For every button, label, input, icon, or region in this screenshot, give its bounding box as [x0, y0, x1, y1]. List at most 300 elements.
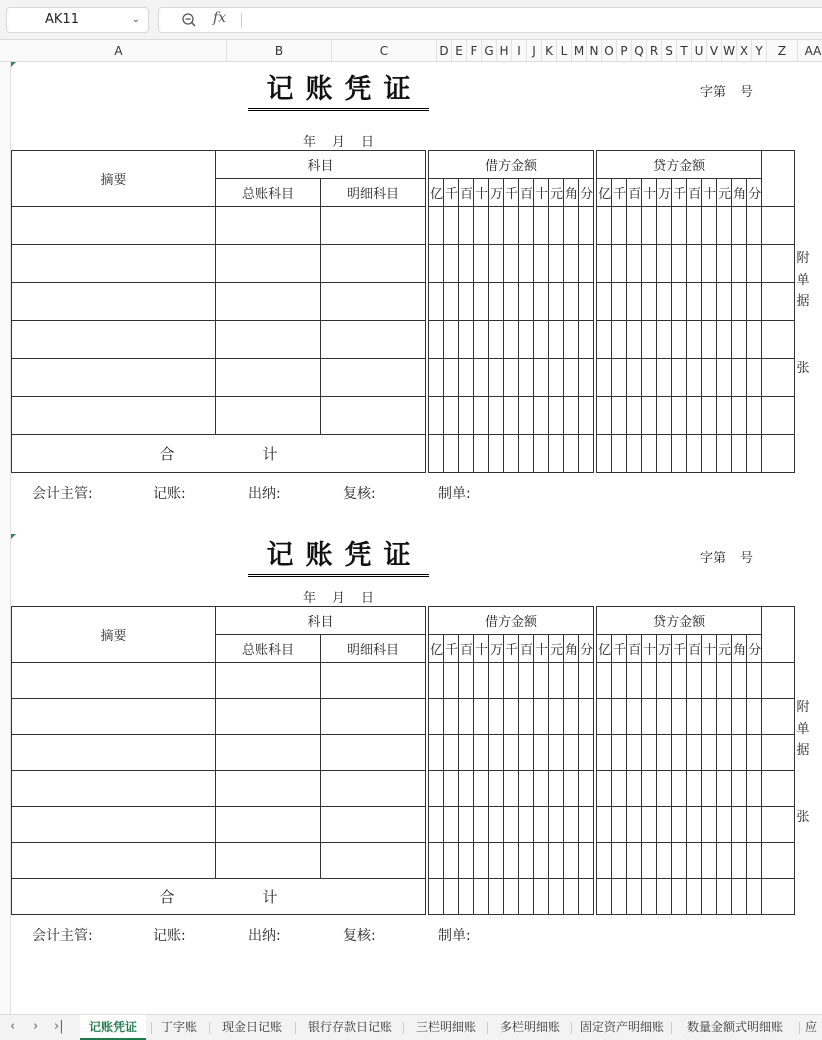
amount-digit-cell[interactable] — [687, 207, 702, 245]
amount-digit-cell[interactable] — [504, 207, 519, 245]
ledger-cell[interactable] — [216, 321, 321, 359]
amount-digit-cell[interactable] — [642, 397, 657, 435]
total-digit-cell[interactable] — [657, 879, 672, 915]
total-digit-cell[interactable] — [519, 879, 534, 915]
total-digit-cell[interactable] — [702, 879, 717, 915]
amount-digit-cell[interactable] — [564, 771, 579, 807]
amount-digit-cell[interactable] — [597, 283, 612, 321]
column-header-e[interactable]: E — [452, 40, 467, 62]
amount-digit-cell[interactable] — [564, 843, 579, 879]
amount-digit-cell[interactable] — [732, 245, 747, 283]
amount-digit-cell[interactable] — [489, 245, 504, 283]
amount-digit-cell[interactable] — [657, 359, 672, 397]
total-digit-cell[interactable] — [549, 435, 564, 473]
amount-digit-cell[interactable] — [672, 283, 687, 321]
amount-digit-cell[interactable] — [444, 663, 459, 699]
summary-cell[interactable] — [12, 359, 216, 397]
amount-digit-cell[interactable] — [747, 663, 762, 699]
total-digit-cell[interactable] — [519, 435, 534, 473]
amount-digit-cell[interactable] — [657, 699, 672, 735]
total-digit-cell[interactable] — [612, 879, 627, 915]
amount-digit-cell[interactable] — [612, 397, 627, 435]
amount-digit-cell[interactable] — [549, 699, 564, 735]
amount-digit-cell[interactable] — [459, 807, 474, 843]
sheet-tab[interactable]: 固定资产明细账 — [579, 1020, 664, 1034]
amount-digit-cell[interactable] — [459, 699, 474, 735]
total-digit-cell[interactable] — [459, 435, 474, 473]
amount-digit-cell[interactable] — [747, 321, 762, 359]
total-digit-cell[interactable] — [672, 435, 687, 473]
sheet-tab[interactable]: 应 — [804, 1020, 817, 1034]
amount-digit-cell[interactable] — [489, 699, 504, 735]
amount-digit-cell[interactable] — [549, 207, 564, 245]
amount-digit-cell[interactable] — [597, 663, 612, 699]
sheet-tab[interactable]: 记账凭证 — [80, 1015, 146, 1040]
total-digit-cell[interactable] — [579, 435, 594, 473]
summary-cell[interactable] — [12, 283, 216, 321]
column-header-j[interactable]: J — [527, 40, 542, 62]
total-digit-cell[interactable] — [642, 435, 657, 473]
amount-digit-cell[interactable] — [489, 843, 504, 879]
amount-digit-cell[interactable] — [459, 663, 474, 699]
amount-digit-cell[interactable] — [429, 321, 444, 359]
amount-digit-cell[interactable] — [717, 397, 732, 435]
amount-digit-cell[interactable] — [642, 663, 657, 699]
amount-digit-cell[interactable] — [489, 663, 504, 699]
name-box[interactable] — [6, 7, 149, 33]
amount-digit-cell[interactable] — [504, 699, 519, 735]
sheet-tab[interactable]: 银行存款日记账 — [307, 1020, 392, 1034]
extra-cell[interactable] — [762, 283, 795, 321]
amount-digit-cell[interactable] — [627, 321, 642, 359]
amount-digit-cell[interactable] — [672, 397, 687, 435]
amount-digit-cell[interactable] — [642, 699, 657, 735]
total-digit-cell[interactable] — [747, 435, 762, 473]
amount-digit-cell[interactable] — [549, 807, 564, 843]
column-header-t[interactable]: T — [677, 40, 692, 62]
detail-cell[interactable] — [321, 663, 426, 699]
amount-digit-cell[interactable] — [747, 807, 762, 843]
extra-cell[interactable] — [762, 321, 795, 359]
summary-cell[interactable] — [12, 245, 216, 283]
amount-digit-cell[interactable] — [459, 321, 474, 359]
amount-digit-cell[interactable] — [504, 283, 519, 321]
amount-digit-cell[interactable] — [429, 283, 444, 321]
ledger-cell[interactable] — [216, 207, 321, 245]
amount-digit-cell[interactable] — [519, 397, 534, 435]
amount-digit-cell[interactable] — [672, 359, 687, 397]
amount-digit-cell[interactable] — [519, 699, 534, 735]
column-header-q[interactable]: Q — [632, 40, 647, 62]
extra-cell[interactable] — [762, 735, 795, 771]
total-digit-cell[interactable] — [717, 879, 732, 915]
detail-cell[interactable] — [321, 807, 426, 843]
amount-digit-cell[interactable] — [564, 359, 579, 397]
amount-digit-cell[interactable] — [564, 663, 579, 699]
amount-digit-cell[interactable] — [429, 699, 444, 735]
amount-digit-cell[interactable] — [444, 771, 459, 807]
amount-digit-cell[interactable] — [597, 397, 612, 435]
amount-digit-cell[interactable] — [429, 245, 444, 283]
amount-digit-cell[interactable] — [474, 283, 489, 321]
sheet-tab[interactable]: 丁字账 — [160, 1020, 197, 1034]
total-digit-cell[interactable] — [549, 879, 564, 915]
first-sheet-icon[interactable]: ‹ — [10, 1019, 16, 1034]
amount-digit-cell[interactable] — [534, 735, 549, 771]
total-digit-cell[interactable] — [627, 435, 642, 473]
amount-digit-cell[interactable] — [732, 397, 747, 435]
amount-digit-cell[interactable] — [444, 207, 459, 245]
total-digit-cell[interactable] — [687, 435, 702, 473]
total-digit-cell[interactable] — [504, 879, 519, 915]
amount-digit-cell[interactable] — [672, 245, 687, 283]
total-digit-cell[interactable] — [474, 435, 489, 473]
sheet-tab[interactable]: 多栏明细账 — [499, 1020, 560, 1034]
total-digit-cell[interactable] — [429, 879, 444, 915]
ledger-cell[interactable] — [216, 807, 321, 843]
column-header-a[interactable]: A — [11, 40, 227, 62]
amount-digit-cell[interactable] — [504, 321, 519, 359]
extra-cell[interactable] — [762, 207, 795, 245]
total-digit-cell[interactable] — [627, 879, 642, 915]
amount-digit-cell[interactable] — [627, 807, 642, 843]
amount-digit-cell[interactable] — [702, 663, 717, 699]
amount-digit-cell[interactable] — [702, 207, 717, 245]
amount-digit-cell[interactable] — [549, 771, 564, 807]
amount-digit-cell[interactable] — [519, 807, 534, 843]
amount-digit-cell[interactable] — [747, 207, 762, 245]
column-header-z[interactable]: Z — [767, 40, 798, 62]
amount-digit-cell[interactable] — [732, 283, 747, 321]
ledger-cell[interactable] — [216, 283, 321, 321]
amount-digit-cell[interactable] — [732, 699, 747, 735]
amount-digit-cell[interactable] — [534, 207, 549, 245]
total-digit-cell[interactable] — [564, 435, 579, 473]
amount-digit-cell[interactable] — [489, 359, 504, 397]
column-header-y[interactable]: Y — [752, 40, 767, 62]
amount-digit-cell[interactable] — [474, 663, 489, 699]
amount-digit-cell[interactable] — [627, 359, 642, 397]
amount-digit-cell[interactable] — [564, 699, 579, 735]
total-digit-cell[interactable] — [474, 879, 489, 915]
amount-digit-cell[interactable] — [549, 321, 564, 359]
amount-digit-cell[interactable] — [657, 245, 672, 283]
amount-digit-cell[interactable] — [579, 771, 594, 807]
amount-digit-cell[interactable] — [564, 397, 579, 435]
amount-digit-cell[interactable] — [474, 359, 489, 397]
extra-cell[interactable] — [762, 397, 795, 435]
column-header-f[interactable]: F — [467, 40, 482, 62]
summary-cell[interactable] — [12, 663, 216, 699]
amount-digit-cell[interactable] — [549, 245, 564, 283]
summary-cell[interactable] — [12, 771, 216, 807]
amount-digit-cell[interactable] — [579, 699, 594, 735]
amount-digit-cell[interactable] — [444, 397, 459, 435]
amount-digit-cell[interactable] — [732, 735, 747, 771]
amount-digit-cell[interactable] — [579, 735, 594, 771]
column-header-h[interactable]: H — [497, 40, 512, 62]
amount-digit-cell[interactable] — [687, 699, 702, 735]
amount-digit-cell[interactable] — [747, 397, 762, 435]
total-digit-cell[interactable] — [672, 879, 687, 915]
amount-digit-cell[interactable] — [627, 771, 642, 807]
amount-digit-cell[interactable] — [687, 283, 702, 321]
amount-digit-cell[interactable] — [672, 843, 687, 879]
amount-digit-cell[interactable] — [627, 207, 642, 245]
amount-digit-cell[interactable] — [549, 843, 564, 879]
amount-digit-cell[interactable] — [627, 663, 642, 699]
amount-digit-cell[interactable] — [444, 735, 459, 771]
amount-digit-cell[interactable] — [459, 245, 474, 283]
amount-digit-cell[interactable] — [474, 207, 489, 245]
amount-digit-cell[interactable] — [444, 245, 459, 283]
amount-digit-cell[interactable] — [717, 663, 732, 699]
amount-digit-cell[interactable] — [459, 397, 474, 435]
amount-digit-cell[interactable] — [747, 359, 762, 397]
amount-digit-cell[interactable] — [657, 663, 672, 699]
amount-digit-cell[interactable] — [474, 245, 489, 283]
extra-cell[interactable] — [762, 771, 795, 807]
amount-digit-cell[interactable] — [642, 359, 657, 397]
total-digit-cell[interactable] — [489, 879, 504, 915]
amount-digit-cell[interactable] — [519, 321, 534, 359]
total-digit-cell[interactable] — [444, 435, 459, 473]
total-digit-cell[interactable] — [534, 879, 549, 915]
amount-digit-cell[interactable] — [672, 207, 687, 245]
amount-digit-cell[interactable] — [687, 245, 702, 283]
total-digit-cell[interactable] — [657, 435, 672, 473]
amount-digit-cell[interactable] — [612, 735, 627, 771]
amount-digit-cell[interactable] — [642, 771, 657, 807]
amount-digit-cell[interactable] — [579, 843, 594, 879]
amount-digit-cell[interactable] — [504, 807, 519, 843]
amount-digit-cell[interactable] — [612, 843, 627, 879]
column-header-g[interactable]: G — [482, 40, 497, 62]
ledger-cell[interactable] — [216, 359, 321, 397]
amount-digit-cell[interactable] — [717, 245, 732, 283]
amount-digit-cell[interactable] — [597, 699, 612, 735]
amount-digit-cell[interactable] — [459, 283, 474, 321]
amount-digit-cell[interactable] — [579, 207, 594, 245]
amount-digit-cell[interactable] — [747, 771, 762, 807]
amount-digit-cell[interactable] — [612, 245, 627, 283]
total-digit-cell[interactable] — [747, 879, 762, 915]
amount-digit-cell[interactable] — [597, 843, 612, 879]
extra-cell[interactable] — [762, 843, 795, 879]
total-digit-cell[interactable] — [717, 435, 732, 473]
ledger-cell[interactable] — [216, 245, 321, 283]
amount-digit-cell[interactable] — [732, 207, 747, 245]
amount-digit-cell[interactable] — [642, 321, 657, 359]
amount-digit-cell[interactable] — [489, 207, 504, 245]
amount-digit-cell[interactable] — [717, 843, 732, 879]
amount-digit-cell[interactable] — [747, 735, 762, 771]
extra-cell[interactable] — [762, 879, 795, 915]
amount-digit-cell[interactable] — [549, 397, 564, 435]
amount-digit-cell[interactable] — [657, 283, 672, 321]
summary-cell[interactable] — [12, 699, 216, 735]
amount-digit-cell[interactable] — [534, 359, 549, 397]
detail-cell[interactable] — [321, 207, 426, 245]
amount-digit-cell[interactable] — [702, 283, 717, 321]
detail-cell[interactable] — [321, 359, 426, 397]
amount-digit-cell[interactable] — [642, 735, 657, 771]
amount-digit-cell[interactable] — [702, 245, 717, 283]
ledger-cell[interactable] — [216, 735, 321, 771]
amount-digit-cell[interactable] — [672, 321, 687, 359]
amount-digit-cell[interactable] — [519, 245, 534, 283]
amount-digit-cell[interactable] — [597, 735, 612, 771]
detail-cell[interactable] — [321, 283, 426, 321]
amount-digit-cell[interactable] — [612, 359, 627, 397]
detail-cell[interactable] — [321, 843, 426, 879]
extra-cell[interactable] — [762, 807, 795, 843]
column-header-i[interactable]: I — [512, 40, 527, 62]
amount-digit-cell[interactable] — [429, 397, 444, 435]
amount-digit-cell[interactable] — [534, 397, 549, 435]
amount-digit-cell[interactable] — [579, 283, 594, 321]
amount-digit-cell[interactable] — [627, 843, 642, 879]
column-header-o[interactable]: O — [602, 40, 617, 62]
amount-digit-cell[interactable] — [687, 397, 702, 435]
amount-digit-cell[interactable] — [612, 321, 627, 359]
amount-digit-cell[interactable] — [519, 843, 534, 879]
amount-digit-cell[interactable] — [549, 735, 564, 771]
amount-digit-cell[interactable] — [474, 843, 489, 879]
amount-digit-cell[interactable] — [549, 663, 564, 699]
amount-digit-cell[interactable] — [657, 807, 672, 843]
summary-cell[interactable] — [12, 735, 216, 771]
amount-digit-cell[interactable] — [612, 807, 627, 843]
amount-digit-cell[interactable] — [747, 245, 762, 283]
amount-digit-cell[interactable] — [564, 735, 579, 771]
column-header-s[interactable]: S — [662, 40, 677, 62]
amount-digit-cell[interactable] — [504, 245, 519, 283]
total-digit-cell[interactable] — [732, 435, 747, 473]
amount-digit-cell[interactable] — [504, 735, 519, 771]
amount-digit-cell[interactable] — [702, 735, 717, 771]
amount-digit-cell[interactable] — [429, 359, 444, 397]
amount-digit-cell[interactable] — [702, 843, 717, 879]
ledger-cell[interactable] — [216, 663, 321, 699]
amount-digit-cell[interactable] — [672, 735, 687, 771]
amount-digit-cell[interactable] — [489, 283, 504, 321]
amount-digit-cell[interactable] — [549, 283, 564, 321]
amount-digit-cell[interactable] — [597, 207, 612, 245]
chevron-down-icon[interactable]: ⌄ — [131, 14, 140, 25]
amount-digit-cell[interactable] — [747, 283, 762, 321]
sheet-tab[interactable]: 三栏明细账 — [415, 1020, 476, 1034]
column-header-aa[interactable]: AA — [798, 40, 822, 62]
total-digit-cell[interactable] — [597, 435, 612, 473]
amount-digit-cell[interactable] — [672, 807, 687, 843]
amount-digit-cell[interactable] — [657, 771, 672, 807]
total-digit-cell[interactable] — [489, 435, 504, 473]
column-header-b[interactable]: B — [227, 40, 332, 62]
ledger-cell[interactable] — [216, 843, 321, 879]
amount-digit-cell[interactable] — [474, 397, 489, 435]
last-sheet-icon[interactable]: ›| — [54, 1019, 64, 1034]
amount-digit-cell[interactable] — [717, 807, 732, 843]
ledger-cell[interactable] — [216, 699, 321, 735]
amount-digit-cell[interactable] — [597, 807, 612, 843]
column-header-k[interactable]: K — [542, 40, 557, 62]
amount-digit-cell[interactable] — [474, 807, 489, 843]
total-digit-cell[interactable] — [687, 879, 702, 915]
amount-digit-cell[interactable] — [672, 771, 687, 807]
amount-digit-cell[interactable] — [657, 843, 672, 879]
amount-digit-cell[interactable] — [489, 735, 504, 771]
ledger-cell[interactable] — [216, 397, 321, 435]
amount-digit-cell[interactable] — [702, 699, 717, 735]
total-digit-cell[interactable] — [459, 879, 474, 915]
amount-digit-cell[interactable] — [597, 245, 612, 283]
extra-cell[interactable] — [762, 359, 795, 397]
amount-digit-cell[interactable] — [732, 663, 747, 699]
amount-digit-cell[interactable] — [732, 771, 747, 807]
amount-digit-cell[interactable] — [747, 843, 762, 879]
extra-cell[interactable] — [762, 245, 795, 283]
amount-digit-cell[interactable] — [612, 699, 627, 735]
amount-digit-cell[interactable] — [444, 843, 459, 879]
extra-cell[interactable] — [762, 435, 795, 473]
amount-digit-cell[interactable] — [687, 807, 702, 843]
sheet-tab[interactable]: 数量金额式明细账 — [686, 1020, 783, 1034]
amount-digit-cell[interactable] — [717, 283, 732, 321]
total-digit-cell[interactable] — [534, 435, 549, 473]
amount-digit-cell[interactable] — [489, 807, 504, 843]
amount-digit-cell[interactable] — [474, 699, 489, 735]
amount-digit-cell[interactable] — [429, 663, 444, 699]
amount-digit-cell[interactable] — [747, 699, 762, 735]
total-digit-cell[interactable] — [444, 879, 459, 915]
amount-digit-cell[interactable] — [717, 321, 732, 359]
amount-digit-cell[interactable] — [597, 771, 612, 807]
amount-digit-cell[interactable] — [564, 207, 579, 245]
amount-digit-cell[interactable] — [672, 699, 687, 735]
amount-digit-cell[interactable] — [444, 699, 459, 735]
amount-digit-cell[interactable] — [642, 207, 657, 245]
amount-digit-cell[interactable] — [687, 663, 702, 699]
amount-digit-cell[interactable] — [687, 735, 702, 771]
amount-digit-cell[interactable] — [627, 245, 642, 283]
amount-digit-cell[interactable] — [534, 771, 549, 807]
amount-digit-cell[interactable] — [429, 735, 444, 771]
amount-digit-cell[interactable] — [579, 663, 594, 699]
total-digit-cell[interactable] — [597, 879, 612, 915]
total-digit-cell[interactable] — [642, 879, 657, 915]
amount-digit-cell[interactable] — [459, 359, 474, 397]
amount-digit-cell[interactable] — [702, 359, 717, 397]
amount-digit-cell[interactable] — [687, 843, 702, 879]
amount-digit-cell[interactable] — [489, 397, 504, 435]
amount-digit-cell[interactable] — [429, 807, 444, 843]
detail-cell[interactable] — [321, 245, 426, 283]
column-header-w[interactable]: W — [722, 40, 737, 62]
amount-digit-cell[interactable] — [732, 807, 747, 843]
detail-cell[interactable] — [321, 735, 426, 771]
amount-digit-cell[interactable] — [489, 321, 504, 359]
summary-cell[interactable] — [12, 397, 216, 435]
amount-digit-cell[interactable] — [627, 699, 642, 735]
amount-digit-cell[interactable] — [702, 807, 717, 843]
next-sheet-icon[interactable]: › — [33, 1019, 39, 1034]
amount-digit-cell[interactable] — [564, 321, 579, 359]
amount-digit-cell[interactable] — [717, 771, 732, 807]
amount-digit-cell[interactable] — [687, 771, 702, 807]
amount-digit-cell[interactable] — [489, 771, 504, 807]
amount-digit-cell[interactable] — [474, 321, 489, 359]
